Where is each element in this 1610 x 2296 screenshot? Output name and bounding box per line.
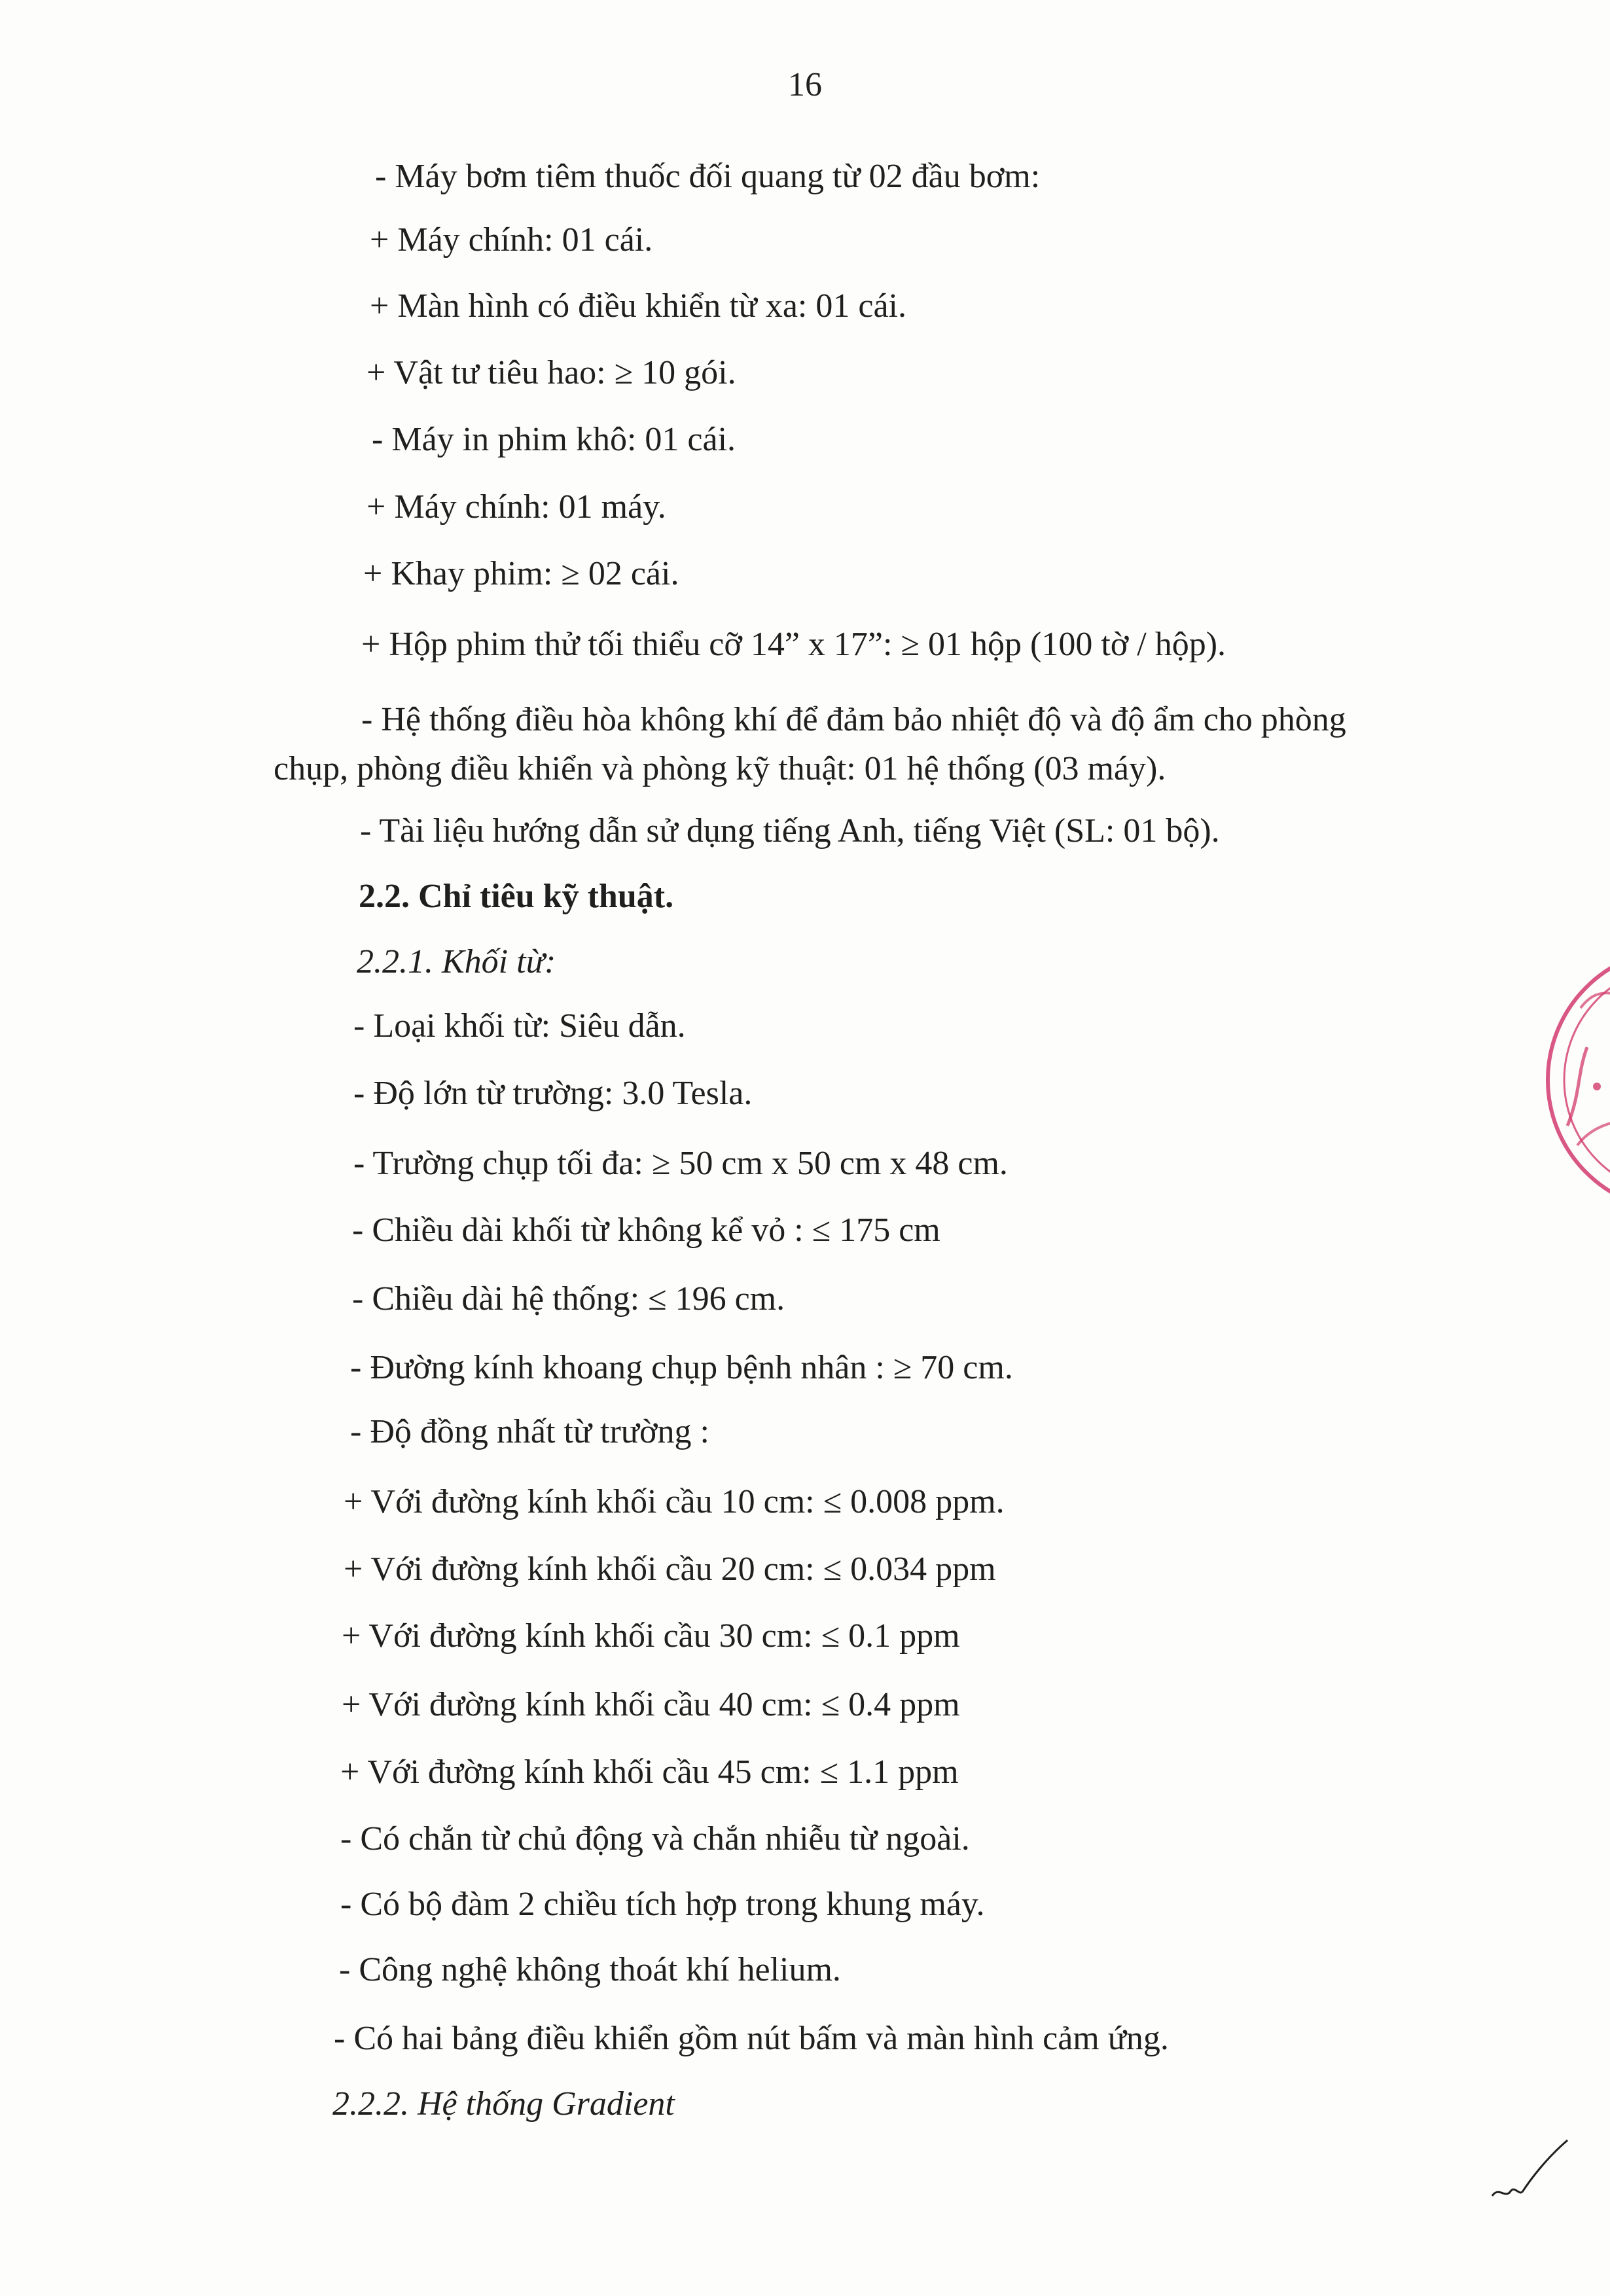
text-line: - Độ đồng nhất từ trường : bbox=[350, 1413, 709, 1450]
text-line: - Tài liệu hướng dẫn sử dụng tiếng Anh, tiếng Việt (SL: 01 bộ). bbox=[360, 812, 1220, 850]
text-line: - Đường kính khoang chụp bệnh nhân : ≥ 70 cm. bbox=[350, 1349, 1013, 1386]
text-line: + Với đường kính khối cầu 40 cm: ≤ 0.4 ppm bbox=[342, 1686, 960, 1723]
text-line: + Hộp phim thử tối thiểu cỡ 14” x 17”: ≥ 01 hộp (100 tờ / hộp). bbox=[361, 626, 1226, 663]
text-line: - Có chắn từ chủ động và chắn nhiễu từ ngoài. bbox=[340, 1820, 970, 1857]
subsection-heading: 2.2.1. Khối từ: bbox=[357, 943, 556, 980]
text-line: - Có hai bảng điều khiển gồm nút bấm và màn hình cảm ứng. bbox=[334, 2020, 1169, 2057]
text-line: - Loại khối từ: Siêu dẫn. bbox=[353, 1007, 686, 1045]
text-line: + Màn hình có điều khiển từ xa: 01 cái. bbox=[370, 287, 906, 325]
text-line: chụp, phòng điều khiển và phòng kỹ thuật: 01 hệ thống (03 máy). bbox=[274, 750, 1166, 787]
text-line: + Khay phim: ≥ 02 cái. bbox=[363, 555, 679, 592]
text-line: + Máy chính: 01 máy. bbox=[367, 488, 666, 526]
text-line: + Với đường kính khối cầu 10 cm: ≤ 0.008 ppm. bbox=[344, 1483, 1005, 1520]
text-line: - Máy bơm tiêm thuốc đối quang từ 02 đầu bơm: bbox=[375, 158, 1041, 195]
text-line: - Có bộ đàm 2 chiều tích hợp trong khung máy. bbox=[340, 1886, 985, 1923]
seal-stamp bbox=[1541, 929, 1610, 1217]
text-line: - Chiều dài hệ thống: ≤ 196 cm. bbox=[352, 1280, 785, 1318]
text-line: + Vật tư tiêu hao: ≥ 10 gói. bbox=[367, 354, 736, 391]
text-line: - Máy in phim khô: 01 cái. bbox=[372, 421, 736, 458]
subsection-heading: 2.2.2. Hệ thống Gradient bbox=[332, 2085, 675, 2123]
signature bbox=[1486, 2134, 1571, 2212]
text-line: + Với đường kính khối cầu 20 cm: ≤ 0.034 ppm bbox=[344, 1551, 996, 1588]
text-line: - Hệ thống điều hòa không khí để đảm bảo nhiệt độ và độ ẩm cho phòng bbox=[361, 701, 1346, 738]
text-line: - Chiều dài khối từ không kể vỏ : ≤ 175 cm bbox=[352, 1211, 940, 1249]
text-line: - Công nghệ không thoát khí helium. bbox=[339, 1951, 841, 1988]
page-number: 16 bbox=[788, 66, 822, 103]
text-line: + Với đường kính khối cầu 30 cm: ≤ 0.1 ppm bbox=[342, 1617, 960, 1655]
text-line: + Máy chính: 01 cái. bbox=[370, 221, 653, 259]
text-line: - Độ lớn từ trường: 3.0 Tesla. bbox=[353, 1075, 753, 1112]
text-line: - Trường chụp tối đa: ≥ 50 cm x 50 cm x 48 cm. bbox=[353, 1145, 1008, 1182]
section-heading: 2.2. Chỉ tiêu kỹ thuật. bbox=[359, 878, 674, 915]
text-line: + Với đường kính khối cầu 45 cm: ≤ 1.1 ppm bbox=[340, 1753, 959, 1791]
